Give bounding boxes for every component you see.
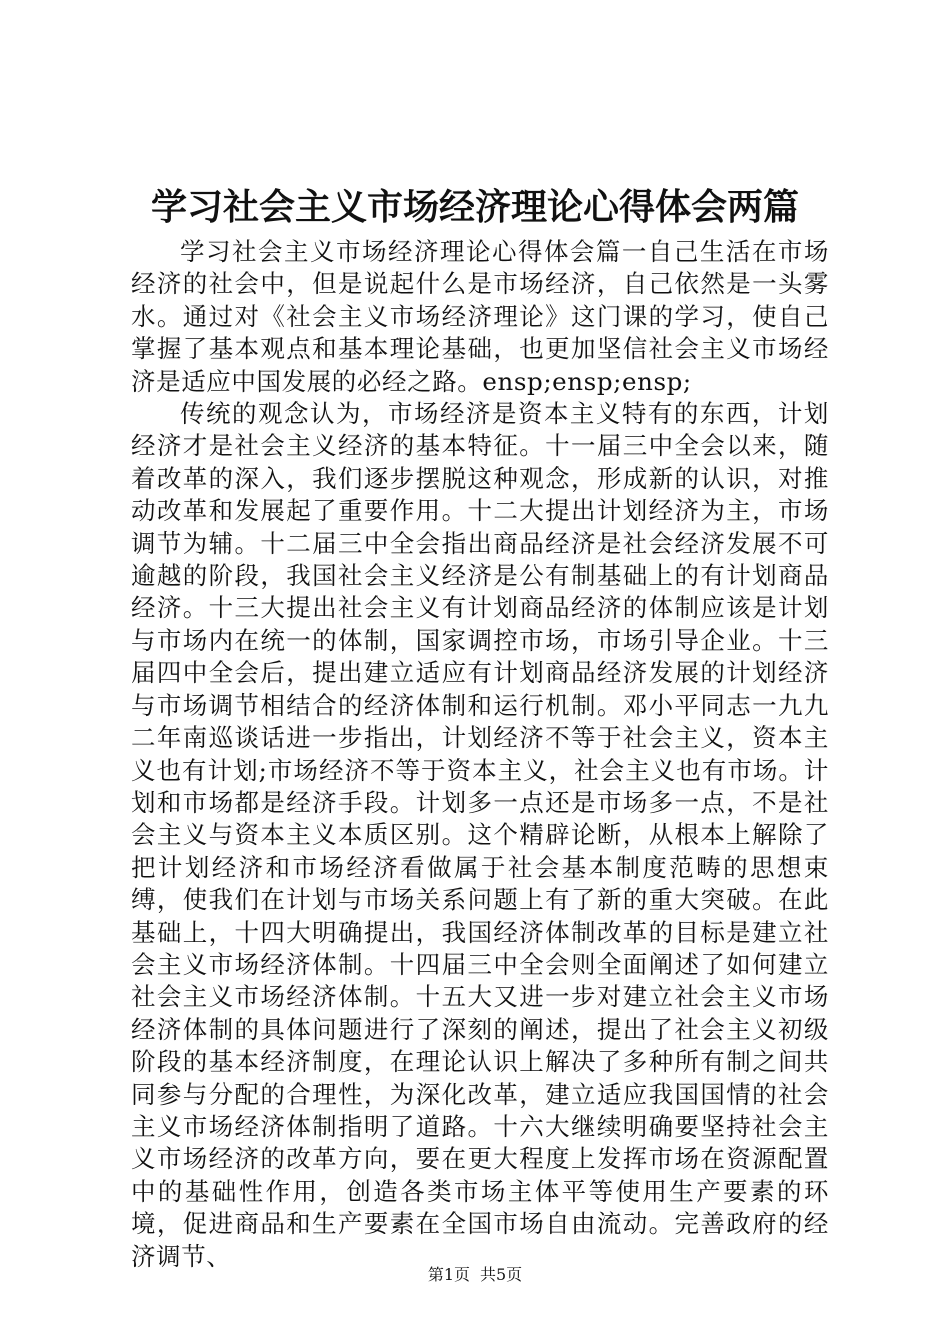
paragraph: 学习社会主义市场经济理论心得体会篇一自己生活在市场经济的社会中，但是说起什么是市场经济，自己依然是一头雾水。通过对《社会主义市场经济理论》这门课的学习，使自己掌握了基本观点和基本理论基础，也更加坚信社会主义市场经济是适应中国发展的必经之路。ensp;ensp;ensp; — [131, 237, 829, 396]
page-number: 第1页 — [427, 1265, 470, 1284]
page-footer — [0, 1264, 950, 1286]
document-title: 学习社会主义市场经济理论心得体会两篇 — [150, 186, 799, 228]
paragraph: 传统的观念认为，市场经济是资本主义特有的东西，计划经济才是社会主义经济的基本特征。十一届三中全会以来，随着改革的深入，我们逐步摆脱这种观念，形成新的认识，对推动改革和发展起了重要作用。十二大提出计划经济为主，市场调节为辅。十二届三中全会指出商品经济是社会经济发展不可逾越的阶段，我国社会主义经济是公有制基础上的有计划商品经济。十三大提出社会主义有计划商品经济的体制应该是计划与市场内在统一的体制，国家调控市场，市场引导企业。十三届四中全会后，提出建立适应有计划商品经济发展的计划经济与市场调节相结合的经济体制和运行机制。邓小平同志一九九二年南巡谈话进一步指出，计划经济不等于社会主义，资本主义也有计划;市场经济不等于资本主义，社会主义也有市场。计划和市场都是经济手段。计划多一点还是市场多一点，不是社会主义与资本主义本质区别。这个精辟论断，从根本上解除了把计划经济和市场经济看做属于社会基本制度范畴的思想束缚，使我们在计划与市场关系问题上有了新的重大突破。在此基础上，十四大明确提出，我国经济体制改革的目标是建立社会主义市场经济体制。十四届三中全会则全面阐述了如何建立社会主义市场经济体制。十五大又进一步对建立社会主义市场经济体制的具体问题进行了深刻的阐述，提出了社会主义初级阶段的基本经济制度，在理论认识上解决了多种所有制之间共同参与分配的合理性，为深化改革，建立适应我国国情的社会主义市场经济体制指明了道路。十六大继续明确要坚持社会主义市场经济的改革方向，要在更大程度上发挥市场在资源配置中的基础性作用，创造各类市场主体平等使用生产要素的环境，促进商品和生产要素在全国市场自由流动。完善政府的经济调节、 — [131, 399, 829, 1271]
document-body — [131, 236, 829, 1273]
page-total: 共5页 — [480, 1265, 523, 1284]
